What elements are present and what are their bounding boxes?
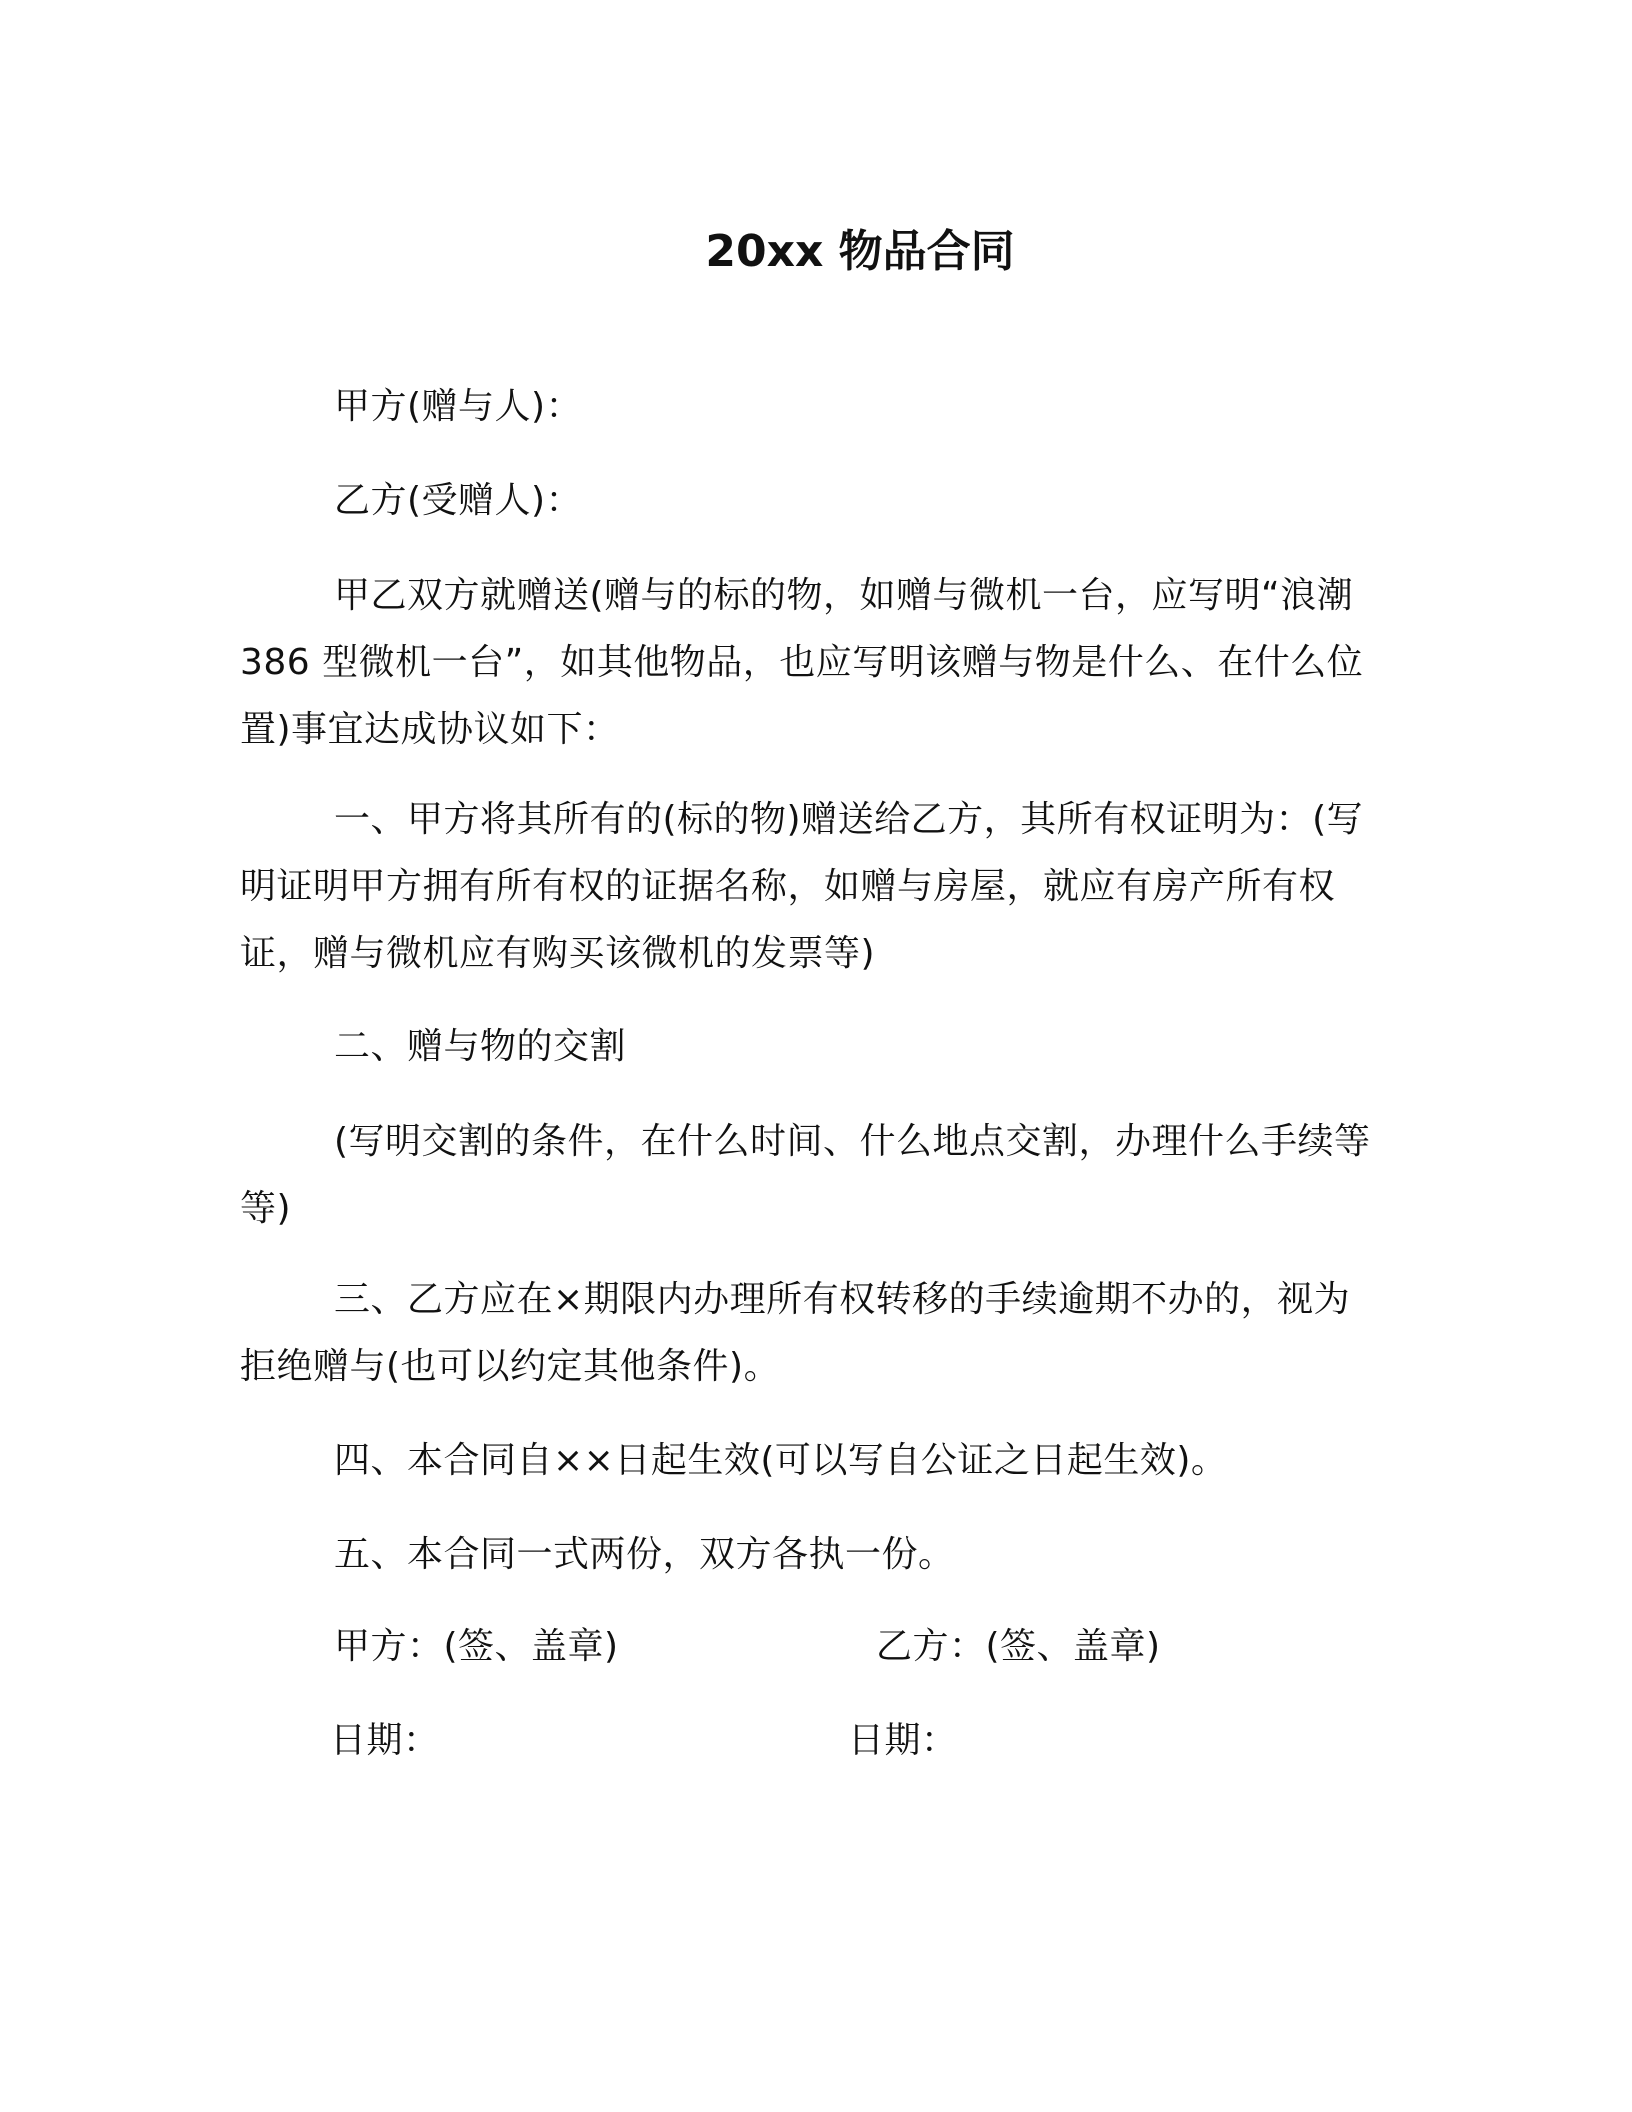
clause-2-heading: 二、赠与物的交割 — [334, 1026, 627, 1067]
clause-3-paragraph: 三、乙方应在×期限内办理所有权转移的手续逾期不办的，视为拒绝赠与(也可以约定其他条件)。 — [240, 1279, 1351, 1387]
party-a-label: 甲方(赠与人)： — [334, 386, 583, 427]
clause-2-body: (写明交割的条件，在什么时间、什么地点交割，办理什么手续等等) — [240, 1121, 1371, 1229]
date-party-b: 日期： — [848, 1720, 958, 1761]
document-title: 20xx 物品合同 — [705, 226, 1015, 277]
party-b-label: 乙方(受赠人)： — [334, 480, 583, 521]
intro-paragraph: 甲乙双方就赠送(赠与的标的物，如赠与微机一台，应写明“浪潮 386 型微机一台”，如其他物品，也应写明该赠与物是什么、在什么位置)事宜达成协议如下： — [240, 575, 1364, 750]
clause-1-paragraph: 一、甲方将其所有的(标的物)赠送给乙方，其所有权证明为：(写明证明甲方拥有所有权的证据名称，如赠与房屋，就应有房产所有权证，赠与微机应有购买该微机的发票等) — [240, 799, 1364, 974]
clause-4-paragraph: 四、本合同自××日起生效(可以写自公证之日起生效)。 — [334, 1440, 1228, 1481]
signature-party-a: 甲方：(签、盖章) — [334, 1626, 619, 1667]
signature-party-b: 乙方：(签、盖章) — [876, 1626, 1161, 1667]
clause-5-paragraph: 五、本合同一式两份，双方各执一份。 — [334, 1534, 955, 1575]
date-party-a: 日期： — [330, 1720, 440, 1761]
